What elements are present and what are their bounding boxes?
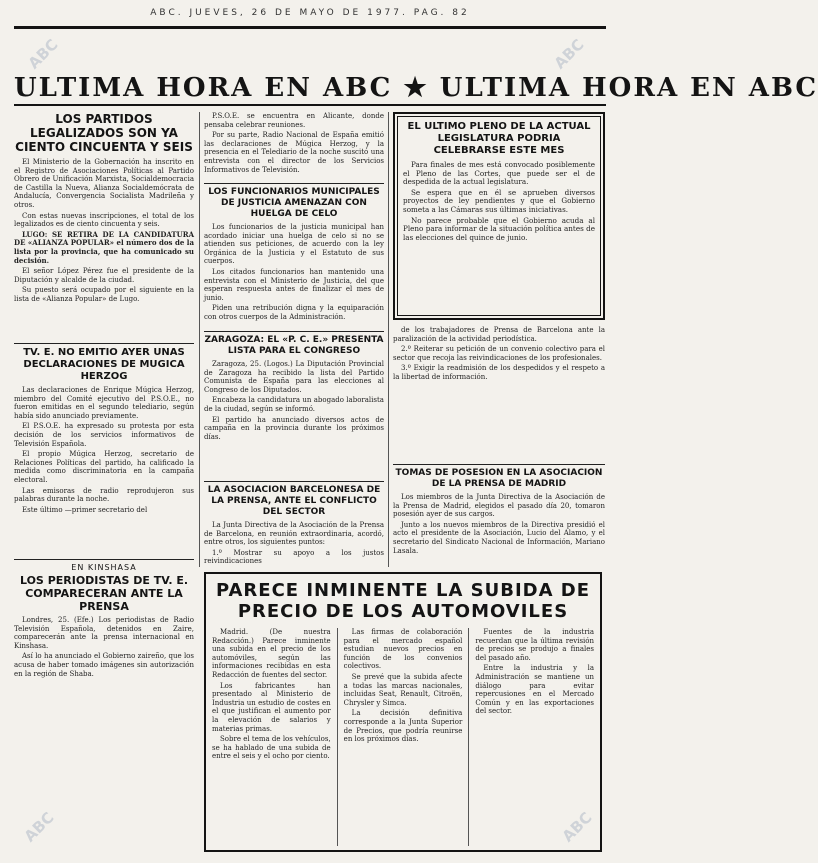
paragraph: Este último —primer secretario del xyxy=(22,505,148,514)
headline-funcionarios: LOS FUNCIONARIOS MUNICIPALES DE JUSTICIA AMENAZAN CON HUELGA DE CELO xyxy=(208,187,380,219)
kicker-kinshasa: EN KINSHASA xyxy=(71,563,137,572)
paragraph: Con estas nuevas inscripciones, el total de los legalizados es de ciento cincuenta y seis. xyxy=(14,211,194,229)
watermark-bottom-left: ABC xyxy=(20,808,58,846)
dateline: ABC. JUEVES, 26 DE MAYO DE 1977. PAG. 82 xyxy=(150,8,470,18)
divider xyxy=(393,464,605,465)
article-mugica xyxy=(14,386,194,556)
paragraph: Los miembros de la Junta Directiva de la Asociación de la Prensa de Madrid, elegidos el pasado día 20, tomaron posesión ayer de sus cargos. xyxy=(393,493,605,519)
watermark-top-left: ABC xyxy=(24,35,62,73)
paragraph: Así lo ha anunciado el Gobierno zaireño, que los acusa de haber tomado imágenes sin autorización en la región de Shaba. xyxy=(14,652,194,678)
paragraph: Fuentes de la industria recuerdan que la última revisión de precios se produjo a finales del pasado año. xyxy=(475,628,595,662)
headline-mugica: TV. E. NO EMITIO AYER UNAS DECLARACIONES DE MUGICA HERZOG xyxy=(23,347,185,382)
paragraph: P.S.O.E. se encuentra en Alicante, donde pensaba celebrar reuniones. xyxy=(204,112,384,129)
paragraph: Sobre el tema de los vehículos, se ha hablado de una subida de entre el seis y el ocho por ciento. xyxy=(212,735,331,761)
paragraph: Su puesto será ocupado por el siguiente en la lista de «Alianza Popular» de Lugo. xyxy=(14,286,194,303)
paragraph: Entre la industria y la Administración se mantiene un diálogo para evitar repercusiones en el Mercado Común y en las exportaciones del sector. xyxy=(475,664,595,716)
headline-tomas-posesion: TOMAS DE POSESION EN LA ASOCIACION DE LA PRENSA DE MADRID xyxy=(395,468,603,489)
paragraph: Las emisoras de radio reprodujeron sus palabras durante la noche. xyxy=(14,486,194,504)
paragraph: Zaragoza, 25. (Logos.) La Diputación Provincial de Zaragoza ha recibido la lista del Partido Comunista de España para las elecciones al Congreso de los Diputados. xyxy=(204,360,384,394)
feature-columns xyxy=(212,628,594,846)
boxed-article xyxy=(393,112,605,320)
feature-rule xyxy=(468,628,469,846)
divider xyxy=(204,481,384,482)
article-partidos xyxy=(14,158,194,340)
article-asociacion-barcelonesa xyxy=(204,521,384,566)
divider xyxy=(204,183,384,184)
column-rule-1 xyxy=(199,112,200,567)
paragraph: El señor López Pérez fue el presidente de la Diputación y alcalde de la ciudad. xyxy=(14,267,194,284)
paragraph: Las declaraciones de Enrique Múgica Herzog, miembro del Comité ejecutivo del P.S.O.E., no fueron emitidas en el segundo telediario, según había sido anunciado previamente. xyxy=(14,386,194,420)
column-3 xyxy=(393,112,605,568)
paragraph: Por su parte, Radio Nacional de España emitió las declaraciones de Múgica Herzog, y la presencia en el Telediario de la noche suscitó una entrevista con el director de los Servicios Informativos de Televisión. xyxy=(204,131,384,174)
article-zaragoza xyxy=(204,360,384,478)
divider xyxy=(14,343,194,344)
paragraph: Los citados funcionarios han mantenido una entrevista con el Ministerio de Justicia, del que esperan respuesta antes de finalizar el mes de junio. xyxy=(204,267,384,302)
paragraph: de los trabajadores de Prensa de Barcelona ante la paralización de la actividad periodística. xyxy=(393,326,605,343)
article-funcionarios xyxy=(204,223,384,328)
article-tomas-posesion xyxy=(393,493,605,568)
article-continuation xyxy=(204,112,384,180)
paragraph: Los funcionarios de la justicia municipal han acordado iniciar una huelga de celo si no se atienden sus peticiones, de acuerdo con la ley Orgánica de la Justicia y el Estatuto de sus cuerpos. xyxy=(204,223,384,266)
column-1 xyxy=(14,112,194,781)
feature-column-left xyxy=(212,628,331,846)
paragraph: La Junta Directiva de la Asociación de la Prensa de Barcelona, en reunión extraordinaria, acordó, entre otros, los siguientes puntos: xyxy=(204,521,384,547)
paragraph: No parece probable que el Gobierno acuda al Pleno para informar de la situación política antes de las elecciones del quince de junio. xyxy=(403,215,595,242)
masthead-bottom-rule xyxy=(14,104,606,106)
feature-rule xyxy=(337,628,338,846)
paragraph: Londres, 25. (Efe.) Los periodistas de Radio Televisión Española, detenidos en Zaire, comparecerán ante la prensa internacional en Kinshasa. xyxy=(14,616,194,650)
paragraph: 1.º Mostrar su apoyo a los justos reivindicaciones xyxy=(204,548,384,566)
paragraph: Encabeza la candidatura un abogado laboralista de la ciudad, según se informó. xyxy=(204,396,384,413)
masthead-top-rule xyxy=(14,26,606,29)
headline-partidos: LOS PARTIDOS LEGALIZADOS SON YA CIENTO CINCUENTA Y SEIS xyxy=(15,112,193,154)
headline-asociacion-barcelonesa: LA ASOCIACION BARCELONESA DE LA PRENSA, ANTE EL CONFLICTO DEL SECTOR xyxy=(207,485,381,517)
paragraph: Madrid. (De nuestra Redacción.) Parece inminente una subida en el precio de los automóviles, según las informaciones recibidas en esta Redacción de fuentes del sector. xyxy=(212,628,331,679)
paragraph: 2.º Reiterar su petición de un convenio colectivo para el sector que recoja las reivindicaciones de los profesionales. xyxy=(393,345,605,362)
column-2 xyxy=(204,112,384,566)
article-ultimo-pleno xyxy=(403,161,595,311)
feature-article xyxy=(204,572,602,852)
masthead-title: ULTIMA HORA EN ABC ★ ULTIMA HORA EN ABC xyxy=(14,73,818,103)
paragraph: Para finales de mes está convocado posiblemente el Pleno de las Cortes, que puede ser el de despedida de la actual legislatura. xyxy=(403,160,595,187)
paragraph: Los fabricantes han presentado al Ministerio de Industria un estudio de costes en el que justifican el aumento por la elevación de salarios y materias primas. xyxy=(212,681,331,733)
paragraph: Piden una retribución digna y la equiparación con otros cuerpos de la Administración. xyxy=(204,304,384,321)
watermark-top-right: ABC xyxy=(550,35,588,73)
headline-periodistas: LOS PERIODISTAS DE TV. E. COMPARECERAN ANTE LA PRENSA xyxy=(19,574,189,613)
paragraph: La decisión definitiva corresponde a la Junta Superior de Precios, que podría reunirse en los próximos días. xyxy=(343,709,463,744)
paragraph: Las firmas de colaboración para el mercado español estudian nuevos precios en función de los convenios colectivos. xyxy=(343,628,463,671)
headline-automoviles: PARECE INMINENTE LA SUBIDA DE PRECIO DE LOS AUTOMOVILES xyxy=(215,580,591,622)
paragraph: El Ministerio de la Gobernación ha inscrito en el Registro de Asociaciones Políticas al Partido Obrero de Unificación Marxista, Socialdemocracia de Castilla la Nueva, Alianza Socialdemócrata de Andalucía, Convergencia Socialista Madrileña y otros. xyxy=(14,158,194,209)
feature-column-mid xyxy=(344,628,463,846)
headline-ultimo-pleno: EL ULTIMO PLENO DE LA ACTUAL LEGISLATURA PODRIA CELEBRARSE ESTE MES xyxy=(407,121,591,156)
paragraph: El propio Múgica Herzog, secretario de Relaciones Políticas del partido, ha calificado la medida como discriminatoria en la campaña electoral. xyxy=(14,450,194,484)
paragraph: LUGO: SE RETIRA DE LA CANDIDATURA DE «ALIANZA POPULAR» el número dos de la lista por la provincia, que ha comunicado su decisión. xyxy=(14,229,194,265)
paragraph: El P.S.O.E. ha expresado su protesta por esta decisión de los servicios informativos de Televisión Española. xyxy=(14,422,194,448)
watermark-bottom-right: ABC xyxy=(558,808,596,846)
paragraph: Se espera que en él se aprueben diversos proyectos de ley pendientes y que el Gobierno someta a las Cámaras sus últimas iniciativas. xyxy=(403,187,595,214)
boxed-article-inner xyxy=(397,116,601,316)
paragraph: Se prevé que la subida afecte a todas las marcas nacionales, incluidas Seat, Renault, Citroën, Chrysler y Simca. xyxy=(343,672,463,707)
article-periodistas xyxy=(14,616,194,781)
feature-column-right xyxy=(475,628,594,846)
headline-zaragoza: ZARAGOZA: EL «P. C. E.» PRESENTA LISTA PARA EL CONGRESO xyxy=(204,335,384,356)
column-rule-2 xyxy=(388,112,389,567)
divider xyxy=(14,559,194,560)
paragraph: 3.º Exigir la readmisión de los despedidos y el respeto a la libertad de información. xyxy=(393,364,605,381)
divider xyxy=(204,331,384,332)
article-barcelona-continuation xyxy=(393,326,605,461)
paragraph: Junto a los nuevos miembros de la Directiva presidió el acto el presidente de la Asociación, Lucio del Alamo, y el secretario del Sindicato Nacional de Información, Mariano Lasala. xyxy=(393,520,605,555)
paragraph: El partido ha anunciado diversos actos de campaña en la provincia durante los próximos días. xyxy=(204,415,384,441)
